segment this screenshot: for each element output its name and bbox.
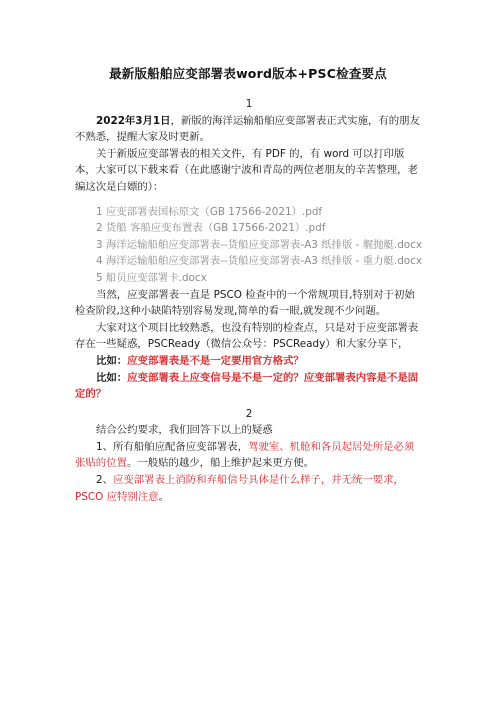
spacer [75,196,423,204]
psco-paragraph: 当然，应变部署表一直是 PSCO 检查中的一个常规项目,特别对于初始检查阶段,这种小缺陷特别容易发现,简单的看一眼,就发现不少问题。 [75,288,415,318]
point-1-prefix: 1、所有船舶应配备应变部署表， [96,440,249,453]
example-lead-1: 比如： [96,354,128,367]
doubt-paragraph: 大家对这个项目比较熟悉，也没有特别的检查点，只是对于应变部署表存在一些疑惑，PSCReady（微信公众号：PSCReady）和大家分享下， [75,321,419,351]
point-2-prefix: 2、 [96,474,114,487]
point-1 [75,439,423,472]
example-text-2: 应变部署表上应变信号是不是一定的？应变部署表内容是不是固定的？ [75,371,419,401]
example-text-1: 应变部署表是不是一定要用官方格式？ [127,354,304,367]
file-link-4[interactable]: 4 海洋运输船舶应变部署表--货船应变部署表-A3 纸排版 - 重力艇.docx [96,255,423,268]
intro-date: 2022年3月1日 [96,114,171,127]
convention-intro: 结合公约要求，我们回答下以上的疑惑 [96,424,273,437]
point-1-highlight: 驾驶室、机舱和各员起居处所是必须张贴的位置 [75,440,415,470]
example-question-1 [75,353,423,370]
example-lead-2: 比如： [96,371,128,384]
intro-paragraph [75,113,423,146]
file-link-5[interactable]: 5 船员应变部署卡.docx [96,271,207,284]
example-question-2 [75,370,423,403]
file-link-3[interactable]: 3 海洋运输船舶应变部署表--货船应变部署表-A3 纸排版 - 艉抛艇.docx [96,238,423,251]
point-2-highlight: 应变部署表上消防和弃船信号具体是什么样子，并无统一要求，PSCO 应特别注意 [75,474,404,503]
file-link-1[interactable]: 1 应变部署表国标原文（GB 17566-2021）.pdf [96,205,323,218]
section-number-1: 1 [245,98,253,110]
intro-text: ，新版的海洋运输船舶应变部署表正式实施，有的朋友不熟悉，提醒大家及时更新。 [75,114,420,144]
related-files-paragraph: 关于新版应变部署表的相关文件，有 PDF 的，有 word 可以打印版本，大家可以下载来看（在此感谢宁波和青岛的两位老朋友的辛苦整理，老编这次是白嫖的）： [75,147,418,193]
point-2-suffix: 。 [158,490,169,503]
document-title: 最新版船舶应变部署表word版本+PSC检查要点 [109,66,387,81]
point-1-suffix: 。一般贴的越少，船上维护起来更方便。 [126,457,314,470]
file-link-2[interactable]: 2 货船 客船应变布置表（GB 17566-2021）.pdf [96,222,326,235]
document-body [75,96,423,505]
point-2 [75,472,423,505]
section-number-2: 2 [245,407,253,420]
